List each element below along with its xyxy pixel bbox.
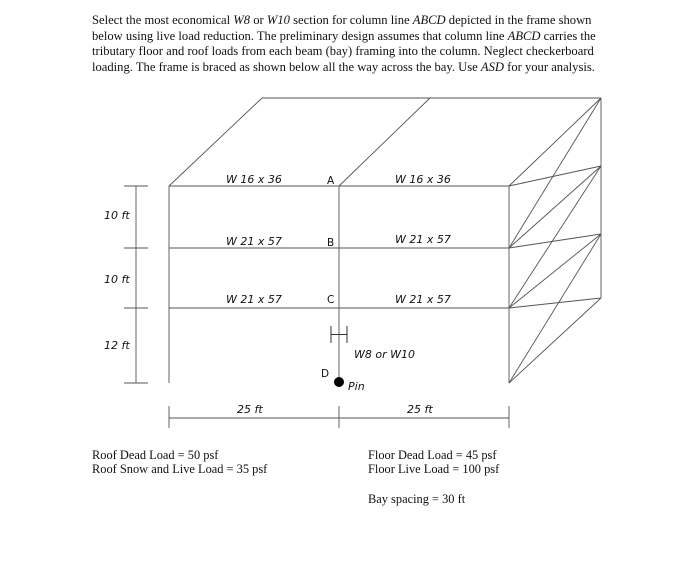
problem-statement-text: Select the most economical: [92, 13, 234, 27]
story-height-bottom-label: 12 ft: [104, 339, 130, 352]
node-c-label: C: [327, 294, 335, 306]
floor-loads: [368, 448, 499, 476]
node-d-label: D: [321, 368, 330, 380]
problem-statement-italic-term: ABCD: [507, 28, 541, 43]
story-height-middle-label: 10 ft: [104, 273, 130, 286]
roof-left-beam-label: W 16 x 36: [226, 173, 282, 186]
roof-loads: [92, 448, 267, 476]
floor-1-right-beam-label: W 21 x 57: [395, 293, 451, 306]
side-base-edge-line: [509, 298, 601, 383]
bay-spacing: Bay spacing = 30 ft: [368, 492, 466, 506]
pin-label: Pin: [348, 380, 365, 393]
node-b-label: B: [327, 237, 335, 249]
problem-statement-text: depicted in the frame shown below using live load reduction. The preliminary design assumes that column line: [92, 13, 592, 43]
floor-dead-load: Floor Dead Load = 45 psf: [368, 448, 497, 462]
floor-2-left-beam-label: W 21 x 57: [226, 235, 282, 248]
bay-width-right-label: 25 ft: [407, 403, 433, 416]
floor-1-left-beam-label: W 21 x 57: [226, 293, 282, 306]
problem-statement-italic-term: W8: [233, 13, 251, 27]
floor-2-right-beam-label: W 21 x 57: [395, 233, 451, 246]
brace-line: [509, 166, 601, 308]
roof-right-beam-label: W 16 x 36: [395, 173, 451, 186]
roof-dead-load: Roof Dead Load = 50 psf: [92, 448, 219, 462]
brace-line: [509, 298, 601, 308]
roof-snow-live-load: Roof Snow and Live Load = 35 psf: [92, 462, 268, 476]
problem-statement-italic-term: ABCD: [412, 13, 446, 27]
pin-support-icon: [334, 377, 344, 387]
floor-live-load: Floor Live Load = 100 psf: [368, 462, 500, 476]
problem-statement-italic-term: W10: [266, 13, 290, 27]
problem-statement-text: carries the tributary floor and roof loads from each beam (bay) framing into the column. Neglect checkerboard loading. The frame is braced as shown below all the way across the bay. Use: [92, 28, 596, 74]
problem-statement-text: or: [250, 13, 267, 27]
bay-spacing-block: [368, 492, 465, 506]
story-height-top-label: 10 ft: [104, 209, 130, 222]
brace-line: [509, 166, 601, 186]
column-section-label: W8 or W10: [354, 348, 415, 361]
node-a-label: A: [327, 175, 335, 187]
problem-statement-italic-term: ASD: [480, 59, 504, 74]
brace-line: [509, 234, 601, 383]
bay-width-left-label: 25 ft: [237, 403, 263, 416]
side-floor-1-edge-line: [509, 234, 601, 308]
problem-statement-text: section for column line: [289, 13, 413, 27]
problem-statement-text: for your analysis.: [503, 59, 595, 74]
